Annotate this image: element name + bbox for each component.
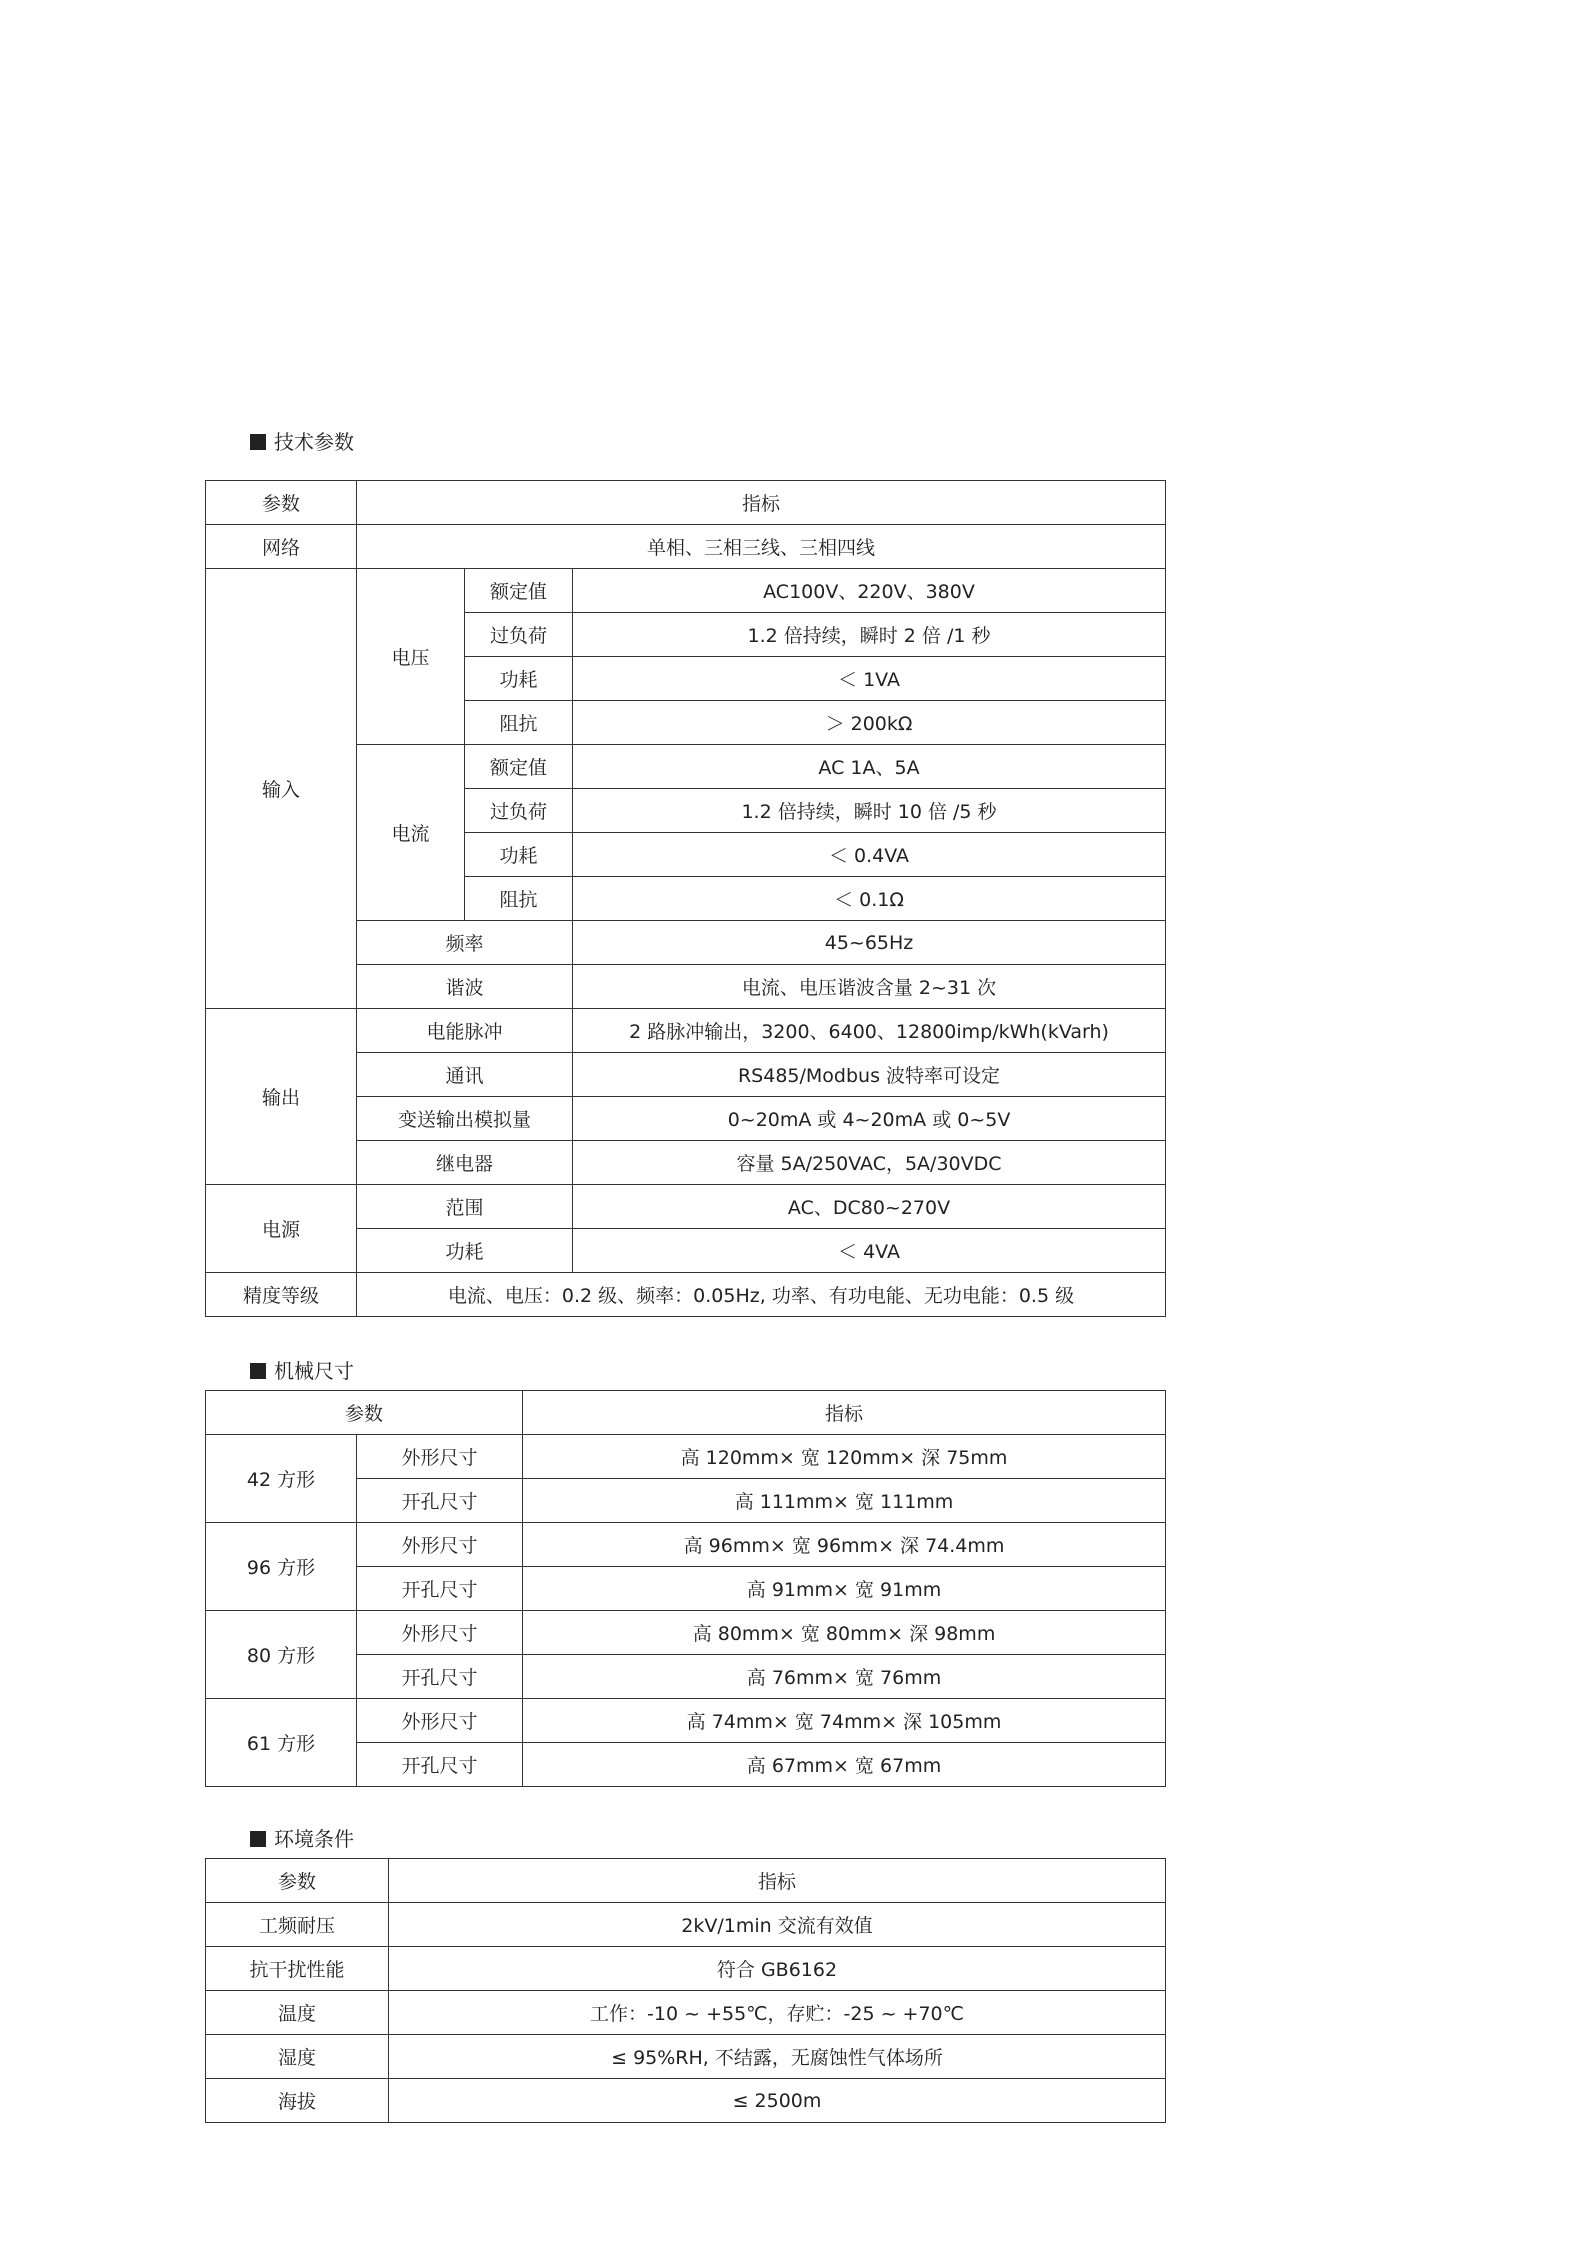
accuracy-value: 电流、电压：0.2 级、频率：0.05Hz, 功率、有功电能、无功电能：0.5 级 [357,1273,1166,1317]
cell-name: 阻抗 [465,877,573,921]
cell-value: ≤ 95%RH, 不结露，无腐蚀性气体场所 [389,2035,1166,2079]
square-bullet-icon [250,1363,266,1379]
cell-value: 高 76mm× 宽 76mm [523,1655,1166,1699]
network-value: 单相、三相三线、三相四线 [357,525,1166,569]
cell-value: ＜ 0.1Ω [573,877,1166,921]
cell-name: 功耗 [465,657,573,701]
cell-value: 工作：-10 ~ +55℃，存贮：-25 ~ +70℃ [389,1991,1166,2035]
cell-value: AC100V、220V、380V [573,569,1166,613]
input-label: 输入 [206,569,357,1009]
cell-name: 过负荷 [465,613,573,657]
group-label: 42 方形 [206,1435,357,1523]
cell-value: 0~20mA 或 4~20mA 或 0~5V [573,1097,1166,1141]
group-label: 61 方形 [206,1699,357,1787]
cell-value: 1.2 倍持续，瞬时 10 倍 /5 秒 [573,789,1166,833]
group-label: 80 方形 [206,1611,357,1699]
header-param: 参数 [206,481,357,525]
cell-name: 开孔尺寸 [357,1479,523,1523]
cell-value: 高 80mm× 宽 80mm× 深 98mm [523,1611,1166,1655]
cell-value: 高 96mm× 宽 96mm× 深 74.4mm [523,1523,1166,1567]
cell-value: 高 111mm× 宽 111mm [523,1479,1166,1523]
mech-title-text: 机械尺寸 [274,1359,354,1383]
table-row [206,2079,1166,2123]
cell-name: 湿度 [206,2035,389,2079]
current-label: 电流 [357,745,465,921]
table-row [206,1947,1166,1991]
cell-value: ＞ 200kΩ [573,701,1166,745]
cell-name: 抗干扰性能 [206,1947,389,1991]
table-row [206,569,1166,613]
header-param: 参数 [206,1859,389,1903]
square-bullet-icon [250,434,266,450]
harmonic-value: 电流、电压谐波含量 2~31 次 [573,965,1166,1009]
cell-name: 外形尺寸 [357,1523,523,1567]
cell-name: 额定值 [465,569,573,613]
tech-title-text: 技术参数 [274,430,354,454]
cell-value: 容量 5A/250VAC，5A/30VDC [573,1141,1166,1185]
cell-name: 外形尺寸 [357,1435,523,1479]
cell-name: 通讯 [357,1053,573,1097]
cell-value: AC、DC80~270V [573,1185,1166,1229]
cell-name: 开孔尺寸 [357,1743,523,1787]
table-row [206,1991,1166,2035]
table-row [206,1185,1166,1229]
cell-name: 变送输出模拟量 [357,1097,573,1141]
env-conditions-table [205,1858,1166,2123]
table-row [206,1903,1166,1947]
output-label: 输出 [206,1009,357,1185]
cell-value: 高 91mm× 宽 91mm [523,1567,1166,1611]
accuracy-label: 精度等级 [206,1273,357,1317]
frequency-value: 45~65Hz [573,921,1166,965]
cell-name: 范围 [357,1185,573,1229]
env-title-text: 环境条件 [274,1827,354,1851]
cell-name: 继电器 [357,1141,573,1185]
power-label: 电源 [206,1185,357,1273]
cell-name: 电能脉冲 [357,1009,573,1053]
frequency-label: 频率 [357,921,573,965]
cell-name: 开孔尺寸 [357,1655,523,1699]
env-section-title [250,1825,354,1853]
table-row [206,1009,1166,1053]
cell-value: AC 1A、5A [573,745,1166,789]
harmonic-label: 谐波 [357,965,573,1009]
cell-name: 外形尺寸 [357,1699,523,1743]
cell-name: 过负荷 [465,789,573,833]
cell-name: 开孔尺寸 [357,1567,523,1611]
cell-name: 温度 [206,1991,389,2035]
cell-name: 工频耐压 [206,1903,389,1947]
square-bullet-icon [250,1831,266,1847]
group-label: 96 方形 [206,1523,357,1611]
table-row [206,2035,1166,2079]
cell-value: 高 67mm× 宽 67mm [523,1743,1166,1787]
table-row [206,1273,1166,1317]
table-header-row [206,1391,1166,1435]
cell-name: 功耗 [465,833,573,877]
cell-value: 高 120mm× 宽 120mm× 深 75mm [523,1435,1166,1479]
mech-dimensions-table [205,1390,1166,1787]
voltage-label: 电压 [357,569,465,745]
cell-name: 功耗 [357,1229,573,1273]
table-row [206,1699,1166,1743]
cell-name: 海拔 [206,2079,389,2123]
cell-value: ＜ 4VA [573,1229,1166,1273]
tech-section-title [250,428,354,456]
tech-params-table [205,480,1166,1317]
table-row [206,1523,1166,1567]
table-row [206,1611,1166,1655]
header-spec: 指标 [523,1391,1166,1435]
header-param: 参数 [206,1391,523,1435]
cell-value: 符合 GB6162 [389,1947,1166,1991]
cell-value: ＜ 1VA [573,657,1166,701]
cell-value: 1.2 倍持续，瞬时 2 倍 /1 秒 [573,613,1166,657]
table-header-row [206,1859,1166,1903]
cell-value: 2 路脉冲输出，3200、6400、12800imp/kWh(kVarh) [573,1009,1166,1053]
header-spec: 指标 [389,1859,1166,1903]
cell-value: 高 74mm× 宽 74mm× 深 105mm [523,1699,1166,1743]
network-label: 网络 [206,525,357,569]
cell-name: 外形尺寸 [357,1611,523,1655]
cell-value: 2kV/1min 交流有效值 [389,1903,1166,1947]
table-header-row [206,481,1166,525]
mech-section-title [250,1357,354,1385]
table-row [206,1435,1166,1479]
cell-value: ≤ 2500m [389,2079,1166,2123]
cell-name: 阻抗 [465,701,573,745]
cell-name: 额定值 [465,745,573,789]
header-spec: 指标 [357,481,1166,525]
cell-value: RS485/Modbus 波特率可设定 [573,1053,1166,1097]
cell-value: ＜ 0.4VA [573,833,1166,877]
table-row [206,525,1166,569]
